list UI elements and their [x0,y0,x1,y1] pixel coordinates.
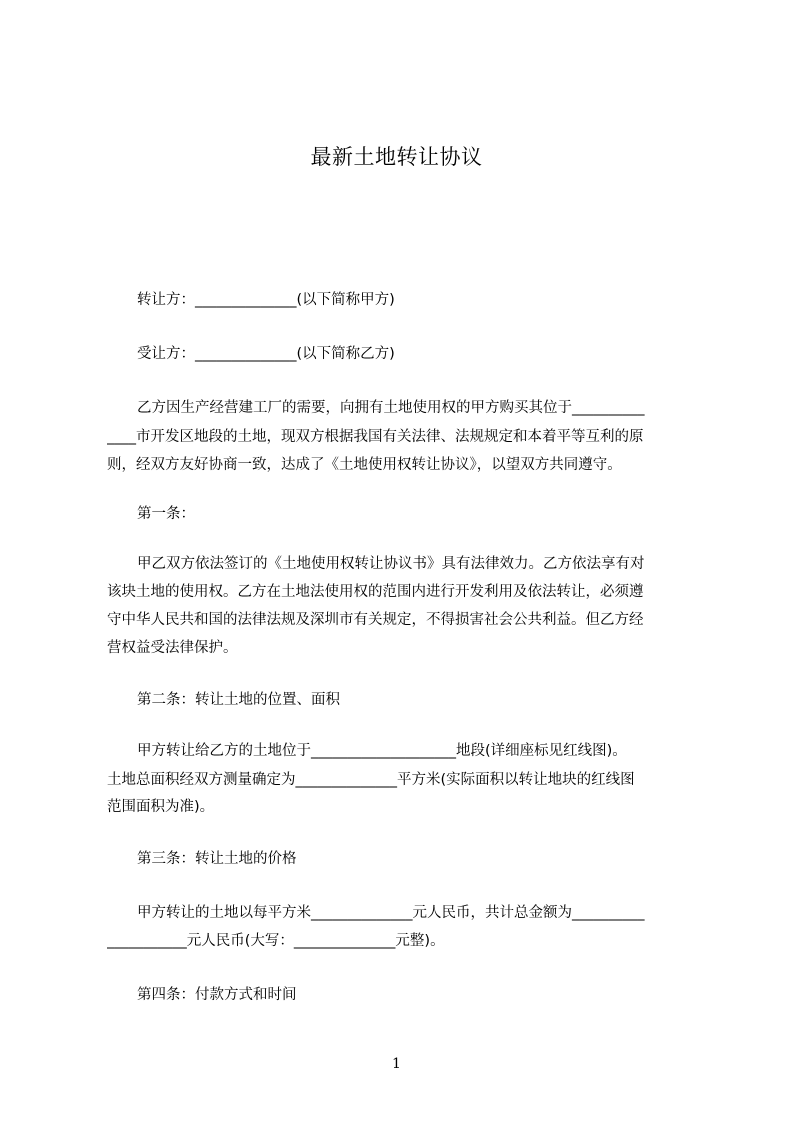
page-number: 1 [392,1056,401,1072]
article-2-line-3: 范围面积为准)。 [107,799,215,815]
preamble-line-1: 乙方因生产经营建工厂的需要，向拥有土地使用权的甲方购买其位于__________ [137,400,645,416]
article-2-heading: 第二条：转让土地的位置、面积 [137,692,340,708]
article-1-line-1: 甲乙双方依法签订的《土地使用权转让协议书》具有法律效力。乙方依法享有对 [137,556,645,572]
article-1-line-2: 该块土地的使用权。乙方在土地法使用权的范围内进行开发利用及依法转让，必须遵 [107,584,644,600]
article-3-line-1: 甲方转让的土地以每平方米______________元人民币，共计总金额为__________ [137,905,645,921]
article-1-line-3: 守中华人民共和国的法律法规及深圳市有关规定，不得损害社会公共利益。但乙方经 [107,612,644,628]
preamble-line-2: ____市开发区地段的土地，现双方根据我国有关法律、法规规定和本着平等互利的原 [107,429,644,445]
article-4-heading: 第四条：付款方式和时间 [137,987,297,1003]
article-3-line-2: ___________元人民币(大写：______________元整)。 [107,933,445,949]
transferee-line: 受让方：______________(以下简称乙方) [137,346,395,362]
article-1-heading: 第一条： [137,506,195,522]
article-1-line-4: 营权益受法律保护。 [107,640,238,656]
article-2-line-1: 甲方转让给乙方的土地位于____________________地段(详细座标见红线图)。 [137,743,627,759]
preamble-line-3: 则，经双方友好协商一致，达成了《土地使用权转让协议》，以望双方共同遵守。 [107,457,622,473]
article-2-line-2: 土地总面积经双方测量确定为______________平方米(实际面积以转让地块的红线图 [107,772,635,788]
transferor-line: 转让方：______________(以下简称甲方) [137,292,395,308]
document-title: 最新土地转让协议 [310,145,483,169]
article-3-heading: 第三条：转让土地的价格 [137,851,297,867]
